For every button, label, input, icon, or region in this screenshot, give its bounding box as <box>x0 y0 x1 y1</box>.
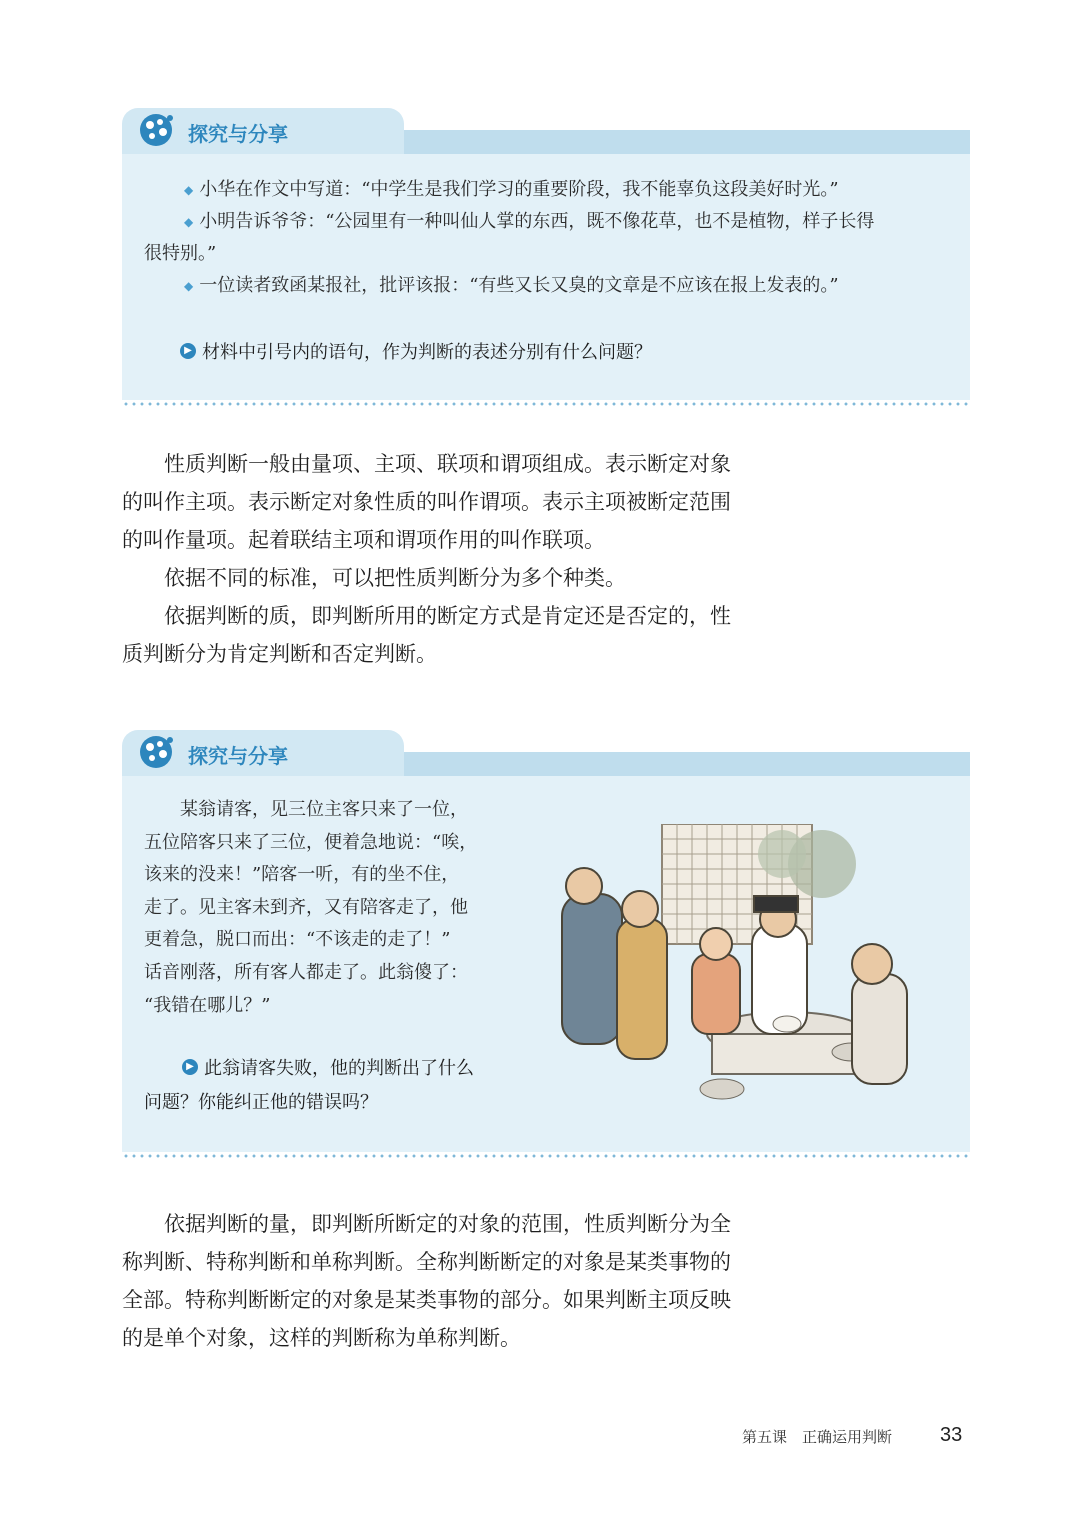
arrow-circle-icon: ▶ <box>182 1059 198 1075</box>
material-text: 小明告诉爷爷：“公园里有一种叫仙人掌的东西，既不像花草，也不是植物，样子长得 <box>199 211 875 232</box>
paragraph-line: 质判断分为肯定判断和否定判断。 <box>122 642 437 666</box>
box-header-strip <box>404 130 970 154</box>
box-header <box>122 730 970 768</box>
question-text: 材料中引号内的语句，作为判断的表述分别有什么问题？ <box>202 342 652 363</box>
material-item-2 <box>184 206 964 238</box>
paragraph-line: 的叫作主项。表示断定对象性质的叫作谓项。表示主项被断定范围 <box>122 490 731 514</box>
banquet-illustration <box>522 824 952 1114</box>
discussion-question <box>144 1052 524 1120</box>
paragraph-line: 依据判断的质，即判断所用的断定方式是肯定还是否定的，性 <box>164 604 731 628</box>
story-line: 走了。见主客未到齐，又有陪客走了，他 <box>144 896 468 918</box>
material-text: 很特别。” <box>144 243 217 264</box>
material-item-2-cont <box>144 238 924 270</box>
paragraph-line: 依据不同的标准，可以把性质判断分为多个种类。 <box>164 566 626 590</box>
dotted-divider <box>122 1154 970 1158</box>
explore-share-box-1 <box>122 122 970 400</box>
material-item-1 <box>184 174 964 206</box>
discussion-question <box>180 336 940 370</box>
story-line: 更着急，脱口而出：“不该走的走了！” <box>144 929 451 951</box>
box-title: 探究与分享 <box>188 744 288 768</box>
story-line: 某翁请客，见三位主客只来了一位， <box>180 799 468 820</box>
question-line-2: 问题？你能纠正他的错误吗？ <box>144 1092 378 1113</box>
body-text-section-1 <box>122 445 762 673</box>
paragraph-line: 全部。特称判断断定的对象是某类事物的部分。如果判断主项反映 <box>122 1288 731 1312</box>
material-item-3 <box>184 270 964 302</box>
story-line: 该来的没来！”陪客一听，有的坐不住， <box>144 864 460 886</box>
material-text: 小华在作文中写道：“中学生是我们学习的重要阶段，我不能辜负这段美好时光。” <box>199 179 839 200</box>
chapter-footer: 第五课 正确运用判断 <box>742 1428 893 1446</box>
box-header-strip <box>404 752 970 776</box>
story-line: 话音刚落，所有客人都走了。此翁傻了： <box>144 961 468 983</box>
story-text <box>144 794 504 1022</box>
paragraph-line: 的是单个对象，这样的判断称为单称判断。 <box>122 1326 521 1350</box>
diamond-bullet-icon: ◆ <box>184 183 194 197</box>
dotted-divider <box>122 402 970 406</box>
material-text: 一位读者致函某报社，批评该报：“有些又长又臭的文章是不应该在报上发表的。” <box>199 275 839 296</box>
arrow-circle-icon: ▶ <box>180 343 196 359</box>
explore-logo-icon <box>138 112 174 148</box>
diamond-bullet-icon: ◆ <box>184 215 194 229</box>
paragraph-line: 性质判断一般由量项、主项、联项和谓项组成。表示断定对象 <box>164 452 731 476</box>
paragraph-line: 依据判断的量，即判断所断定的对象的范围，性质判断分为全 <box>164 1212 731 1236</box>
paragraph-line: 的叫作量项。起着联结主项和谓项作用的叫作联项。 <box>122 528 605 552</box>
explore-logo-icon <box>138 734 174 770</box>
box-title: 探究与分享 <box>188 122 288 146</box>
body-text-section-2 <box>122 1205 762 1357</box>
story-line: 五位陪客只来了三位，便着急地说：“唉， <box>144 831 478 853</box>
paragraph-line: 称判断、特称判断和单称判断。全称判断断定的对象是某类事物的 <box>122 1250 731 1274</box>
box-header <box>122 108 970 146</box>
question-text: 此翁请客失败，他的判断出了什么 <box>204 1058 474 1079</box>
diamond-bullet-icon: ◆ <box>184 279 194 293</box>
story-line: “我错在哪儿？” <box>144 994 271 1016</box>
page-number: 33 <box>940 1424 963 1446</box>
question-line-1 <box>144 1052 524 1086</box>
